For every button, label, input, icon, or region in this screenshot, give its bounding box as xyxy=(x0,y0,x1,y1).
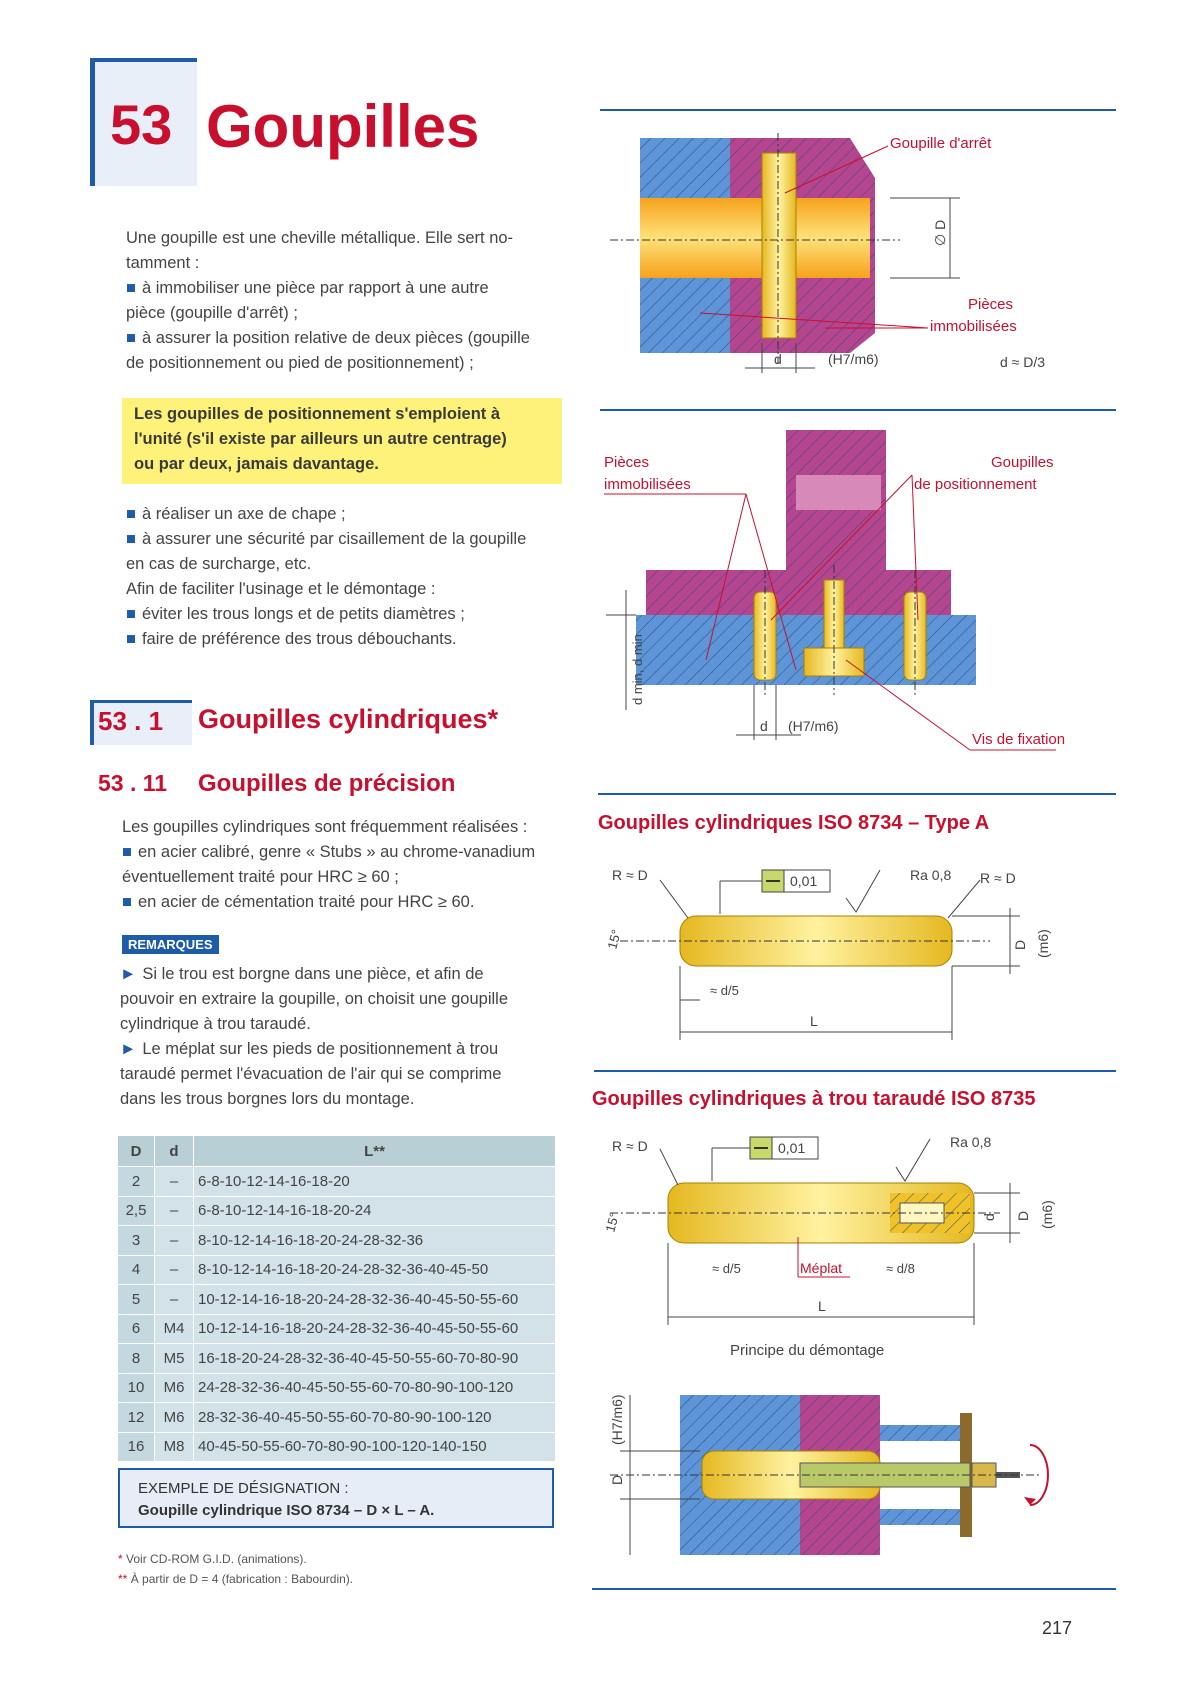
table-row xyxy=(118,1344,556,1374)
text-line: éventuellement traité pour HRC ≥ 60 ; xyxy=(122,868,399,886)
remarks-text xyxy=(120,962,562,1112)
bullet-item: ■ en acier calibré, genre « Stubs » au chrome-vanadium xyxy=(122,843,536,861)
parts-label: Pièces xyxy=(968,296,1014,313)
bullet-item: ■ éviter les trous longs et de petits diamètres ; xyxy=(126,605,465,623)
cell-L: 6-8-10-12-14-16-18-20 xyxy=(194,1167,556,1197)
D-label: D xyxy=(1015,1210,1031,1221)
precision-text xyxy=(122,815,572,915)
bullet-icon: ■ xyxy=(122,893,132,911)
table-row xyxy=(118,1403,556,1433)
D-label: D xyxy=(609,1474,625,1485)
divider xyxy=(594,1070,1116,1072)
bullet-icon: ■ xyxy=(126,630,136,648)
fit-label: (H7/m6) xyxy=(828,351,879,367)
d-label: d xyxy=(760,718,768,734)
col-header: D xyxy=(118,1136,155,1167)
section-number: 53 . 1 xyxy=(98,706,164,736)
table-row xyxy=(118,1285,556,1315)
cell-D: 8 xyxy=(118,1344,155,1374)
positioning-pins-figure xyxy=(596,420,1116,760)
divider xyxy=(592,1588,1116,1590)
tolerance-value: 0,01 xyxy=(778,1140,806,1156)
divider xyxy=(598,793,1116,795)
cell-L: 10-12-14-16-18-20-24-28-32-36-40-45-50-55-60 xyxy=(194,1314,556,1344)
fit-label: (H7/m6) xyxy=(609,1394,625,1445)
table-row xyxy=(118,1373,556,1403)
ratio-label: d ≈ D/3 xyxy=(1000,354,1046,370)
table-row xyxy=(118,1255,556,1285)
cell-L: 8-10-12-14-16-18-20-24-28-32-36 xyxy=(194,1226,556,1256)
bullet-item: ■ à assurer la position relative de deux pièces (goupille xyxy=(126,329,530,347)
L-label: L xyxy=(810,1013,818,1029)
iso8734-figure xyxy=(600,850,1116,1050)
cell-L: 24-28-32-36-40-45-50-55-60-70-80-90-100-120 xyxy=(194,1373,556,1403)
iso8735-figure xyxy=(600,1125,1116,1365)
cell-L: 16-18-20-24-28-32-36-40-45-50-55-60-70-80-90 xyxy=(194,1344,556,1374)
tolerance-value: 0,01 xyxy=(790,873,818,889)
cell-d: M5 xyxy=(155,1344,194,1374)
divider xyxy=(600,109,1116,111)
diameter-label: ∅ D xyxy=(932,219,948,246)
bullet-item: ■ à immobiliser une pièce par rapport à une autre xyxy=(126,279,489,297)
text-line: pouvoir en extraire la goupille, on choisit une goupille xyxy=(120,990,508,1008)
note-line: l'unité (s'il existe par ailleurs un autre centrage) xyxy=(134,430,507,448)
screw-label: Vis de fixation xyxy=(972,731,1066,748)
cell-D: 12 xyxy=(118,1403,155,1433)
chamfer-label: ≈ d/5 xyxy=(710,983,739,998)
text-line: dans les trous borgnes lors du montage. xyxy=(120,1090,415,1108)
cell-D: 2,5 xyxy=(118,1196,155,1226)
col-header: L** xyxy=(194,1136,556,1167)
bullet-icon: ■ xyxy=(126,605,136,623)
bullet-icon: ■ xyxy=(122,843,132,861)
page-number: 217 xyxy=(1042,1618,1073,1638)
subsection-number: 53 . 11 xyxy=(98,770,168,796)
m6-label: (m6) xyxy=(1035,929,1051,958)
cell-D: 3 xyxy=(118,1226,155,1256)
cell-D: 4 xyxy=(118,1255,155,1285)
divider xyxy=(600,409,1116,411)
disassembly-caption: Principe du démontage xyxy=(730,1342,885,1359)
cell-L: 28-32-36-40-45-50-55-60-70-80-90-100-120 xyxy=(194,1403,556,1433)
radius-label: R ≈ D xyxy=(612,1138,648,1154)
designation-example xyxy=(118,1468,554,1528)
cell-D: 5 xyxy=(118,1285,155,1315)
min-depth-label: d min, d min xyxy=(630,634,645,705)
designation-label: EXEMPLE DE DÉSIGNATION : xyxy=(138,1480,349,1497)
bullet-item: ■ à assurer une sécurité par cisaillement de la goupille xyxy=(126,530,527,548)
bullet-icon: ■ xyxy=(126,505,136,523)
chapter-number: 53 xyxy=(110,93,173,156)
col-header: d xyxy=(155,1136,194,1167)
cell-d: M6 xyxy=(155,1373,194,1403)
angle-label: 15° xyxy=(602,1210,622,1234)
chamfer-label: ≈ d/5 xyxy=(712,1261,741,1276)
intro-line: tamment : xyxy=(126,254,200,272)
roughness-label: Ra 0,8 xyxy=(950,1134,992,1150)
D-label: D xyxy=(1012,939,1028,950)
bullet-item: ■ à réaliser un axe de chape ; xyxy=(126,505,346,523)
d-label: d xyxy=(981,1213,997,1221)
table-row xyxy=(118,1226,556,1256)
iso8735-title: Goupilles cylindriques à trou taraudé ISO 8735 xyxy=(592,1088,1036,1110)
table-row xyxy=(118,1432,556,1461)
cell-D: 10 xyxy=(118,1373,155,1403)
parts-label: Pièces xyxy=(604,454,650,471)
iso8734-title: Goupilles cylindriques ISO 8734 – Type A xyxy=(598,812,990,834)
parts-label-2: immobilisées xyxy=(930,318,1017,335)
cell-d: M6 xyxy=(155,1403,194,1433)
subsection-title: Goupilles de précision xyxy=(198,770,456,797)
bullet-icon: ■ xyxy=(126,530,136,548)
text-line: Les goupilles cylindriques sont fréquemment réalisées : xyxy=(122,818,528,836)
section-title: Goupilles cylindriques* xyxy=(198,704,499,734)
cell-d: – xyxy=(155,1255,194,1285)
note-line: Les goupilles de positionnement s'emploient à xyxy=(134,405,501,423)
intro-text-2 xyxy=(126,502,576,652)
remarks-badge: REMARQUES xyxy=(122,935,219,954)
angle-label: 15° xyxy=(604,927,624,951)
pins-label-2: de positionnement xyxy=(914,476,1037,493)
table-row xyxy=(118,1196,556,1226)
roughness-label: Ra 0,8 xyxy=(910,867,952,883)
stop-pin-label: Goupille d'arrêt xyxy=(890,135,992,152)
text-line: cylindrique à trou taraudé. xyxy=(120,1015,311,1033)
cell-L: 10-12-14-16-18-20-24-28-32-36-40-45-50-55-60 xyxy=(194,1285,556,1315)
intro-line: de positionnement ou pied de positionnement) ; xyxy=(126,354,474,372)
intro-line: Une goupille est une cheville métallique. Elle sert no- xyxy=(126,229,514,247)
cell-L: 40-45-50-55-60-70-80-90-100-120-140-150 xyxy=(194,1432,556,1461)
intro-text xyxy=(126,226,566,376)
designation-value: Goupille cylindrique ISO 8734 – D × L – A. xyxy=(138,1502,435,1519)
pins-label: Goupilles xyxy=(991,454,1054,471)
footnote-2: ** À partir de D = 4 (fabrication : Babourdin). xyxy=(118,1572,354,1586)
bullet-icon: ■ xyxy=(126,279,136,297)
intro-line: en cas de surcharge, etc. xyxy=(126,555,312,573)
radius-label: R ≈ D xyxy=(612,867,648,883)
table-row xyxy=(118,1167,556,1197)
bullet-item: ■ en acier de cémentation traité pour HRC ≥ 60. xyxy=(122,893,475,911)
cell-d: – xyxy=(155,1285,194,1315)
cell-d: – xyxy=(155,1226,194,1256)
dimensions-table xyxy=(118,1136,556,1461)
table-header-row xyxy=(118,1136,556,1167)
radius-label-2: R ≈ D xyxy=(980,870,1016,886)
positioning-note xyxy=(122,398,562,484)
arrow-icon: ► xyxy=(120,965,137,983)
cell-D: 2 xyxy=(118,1167,155,1197)
stop-pin-figure xyxy=(600,118,1116,388)
cell-d: – xyxy=(155,1196,194,1226)
cell-L: 6-8-10-12-14-16-18-20-24 xyxy=(194,1196,556,1226)
footnote-1: * Voir CD-ROM G.I.D. (animations). xyxy=(118,1552,307,1566)
intro-line: pièce (goupille d'arrêt) ; xyxy=(126,304,298,322)
chapter-title: Goupilles xyxy=(206,93,480,160)
bullet-icon: ■ xyxy=(126,329,136,347)
parts-label-2: immobilisées xyxy=(604,476,691,493)
remark-item: ► Le méplat sur les pieds de positionnement à trou xyxy=(120,1040,499,1058)
cell-d: M4 xyxy=(155,1314,194,1344)
note-line: ou par deux, jamais davantage. xyxy=(134,455,379,473)
fit-label: (H7/m6) xyxy=(788,718,839,734)
arrow-icon: ► xyxy=(120,1040,137,1058)
m6-label: (m6) xyxy=(1039,1200,1055,1229)
remark-item: ► Si le trou est borgne dans une pièce, et afin de xyxy=(120,965,484,983)
table-row xyxy=(118,1314,556,1344)
d-label: d xyxy=(774,351,782,367)
cell-D: 16 xyxy=(118,1432,155,1461)
L-label: L xyxy=(818,1298,826,1314)
chamfer-label-2: ≈ d/8 xyxy=(886,1261,915,1276)
disassembly-figure xyxy=(600,1375,1116,1575)
cell-D: 6 xyxy=(118,1314,155,1344)
flat-label: Méplat xyxy=(800,1260,843,1276)
cell-d: – xyxy=(155,1167,194,1197)
cell-L: 8-10-12-14-16-18-20-24-28-32-36-40-45-50 xyxy=(194,1255,556,1285)
intro-line: Afin de faciliter l'usinage et le démontage : xyxy=(126,580,436,598)
cell-d: M8 xyxy=(155,1432,194,1461)
text-line: taraudé permet l'évacuation de l'air qui se comprime xyxy=(120,1065,502,1083)
bullet-item: ■ faire de préférence des trous débouchants. xyxy=(126,630,457,648)
